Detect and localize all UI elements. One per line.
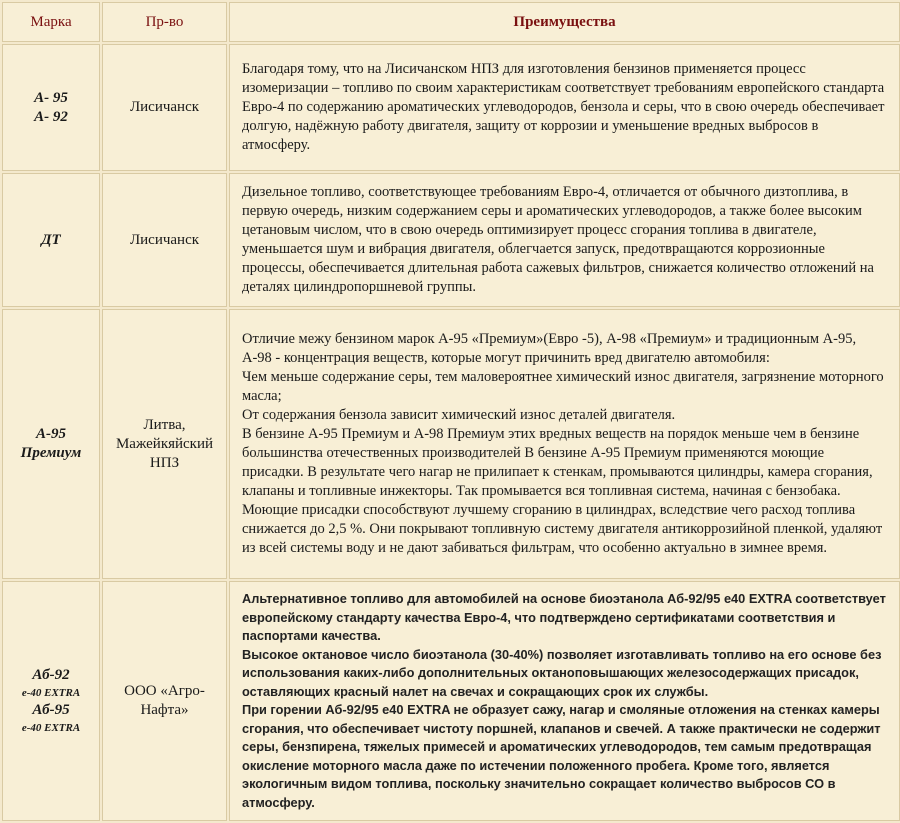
table-row [2, 44, 900, 171]
advantages-text: Высокое октановое число биоэтанола (30-40%) позволяет изготавливать топливо на его основе без использования каких-либо дополнительных октаноповышающих железосодержащих присадок, оставляющих красный налет на свечах и сокращающих срок их службы. [242, 646, 882, 699]
advantages-text: Дизельное топливо, соответствующее требованиям Евро-4, отличается от обычного дизтоплива, в первую очередь, низким содержанием серы и ароматических углеводородов, а также более высоким цетановым числом, что в свою очередь оптимизирует процесс сгорания топлива в двигателе, уменьшается шум и вибрация двигателя, облегчается запуск, предотвращаются коррозионные процессы, обеспечивается длительная работа сажевых фильтров, снижается количество отложений на деталях цилиндропоршневой группы. [242, 184, 874, 295]
header-brand: Марка [2, 2, 100, 42]
advantages-cell [229, 173, 900, 307]
header-maker: Пр-во [102, 2, 227, 42]
maker-cell: Лисичанск [102, 173, 227, 307]
advantages-text: От содержания бензола зависит химический износ деталей двигателя. [242, 407, 676, 423]
brand-line: е-40 EXTRA [21, 722, 81, 734]
brand-line: А- 92 [34, 108, 68, 125]
table-row [2, 173, 900, 307]
header-advantages: Преимущества [229, 2, 900, 42]
brand-cell [2, 309, 100, 579]
brand-line: ДТ [41, 231, 61, 248]
advantages-text: В бензине А-95 Премиум и А-98 Премиум этих вредных веществ на порядок меньше чем в бензине большинства отечественных производителей В бензине А-95 Премиум применяются моющие присадки. В результате чего нагар не прилипает к стенкам, промываются цилиндры, камера сгорания, клапаны и топливные инжекторы. Так промывается вся топливная система, начиная с бензобака. Моющие присадки способствуют лучшему сгоранию в цилиндрах, вследствие чего расход топлива снижается до 2,5 %. Они покрывают топливную систему двигателя антикоррозийной пленкой, удаляют из всей системы воду и не дают забиваться фильтрам, что особенно актуально в зимнее время. [242, 426, 883, 556]
brand-line: Аб-92 [32, 667, 70, 683]
brand-line: Премиум [20, 445, 82, 461]
brand-cell [2, 581, 100, 821]
table-row [2, 581, 900, 821]
brand-line: А-95 [36, 426, 66, 442]
brand-line: е-40 EXTRA [21, 687, 81, 699]
maker-cell: Лисичанск [102, 44, 227, 171]
maker-cell: Литва, Мажейкяйский НПЗ [102, 309, 227, 579]
brand-cell [2, 44, 100, 171]
advantages-text: Благодаря тому, что на Лисичанском НПЗ для изготовления бензинов применяется процесс изомеризации – топливо по своим характеристикам соответствует требованиям европейского стандарта Евро-4 по содержанию ароматических углеводородов, бензола и серы, что в свою очередь обеспечивает долгую, надёжную работу двигателя, защиту от коррозии и уменьшение вредных выбросов в атмосферу. [242, 61, 885, 153]
maker-cell: ООО «Агро-Нафта» [102, 581, 227, 821]
brand-line: Аб-95 [32, 702, 70, 718]
header-row [2, 2, 900, 42]
advantages-cell [229, 581, 900, 821]
advantages-text: При горении Аб-92/95 е40 EXTRA не образует сажу, нагар и смоляные отложения на стенках камеры сгорания, что обеспечивает чистоту поршней, клапанов и свечей. А также практически не содержит серы, бензпирена, тяжелых примесей и ароматических углеводородов, тем самым предотвращая окисление моторного масла даже по истечении положенного пробега. Кроме того, является экологичным видом топлива, поскольку значительно сокращает количество выбросов СО в атмосферу. [242, 702, 881, 810]
advantages-cell [229, 309, 900, 579]
advantages-cell [229, 44, 900, 171]
brand-line: А- 95 [34, 89, 68, 106]
table-row [2, 309, 900, 579]
advantages-text: Отличие межу бензином марок А-95 «Премиум»(Евро -5), А-98 «Премиум» и традиционным А-95, А-98 - концентрация веществ, которые могут причинить вред двигателю автомобиля: [242, 331, 857, 366]
advantages-text: Альтернативное топливо для автомобилей на основе биоэтанола Аб-92/95 е40 EXTRA соответствует европейскому стандарту качества Евро-4, что подтверждено сертификатами соответствия и паспортами качества. [242, 591, 886, 643]
brand-cell [2, 173, 100, 307]
advantages-text: Чем меньше содержание серы, тем маловероятнее химический износ двигателя, загрязнение моторного масла; [242, 369, 884, 404]
